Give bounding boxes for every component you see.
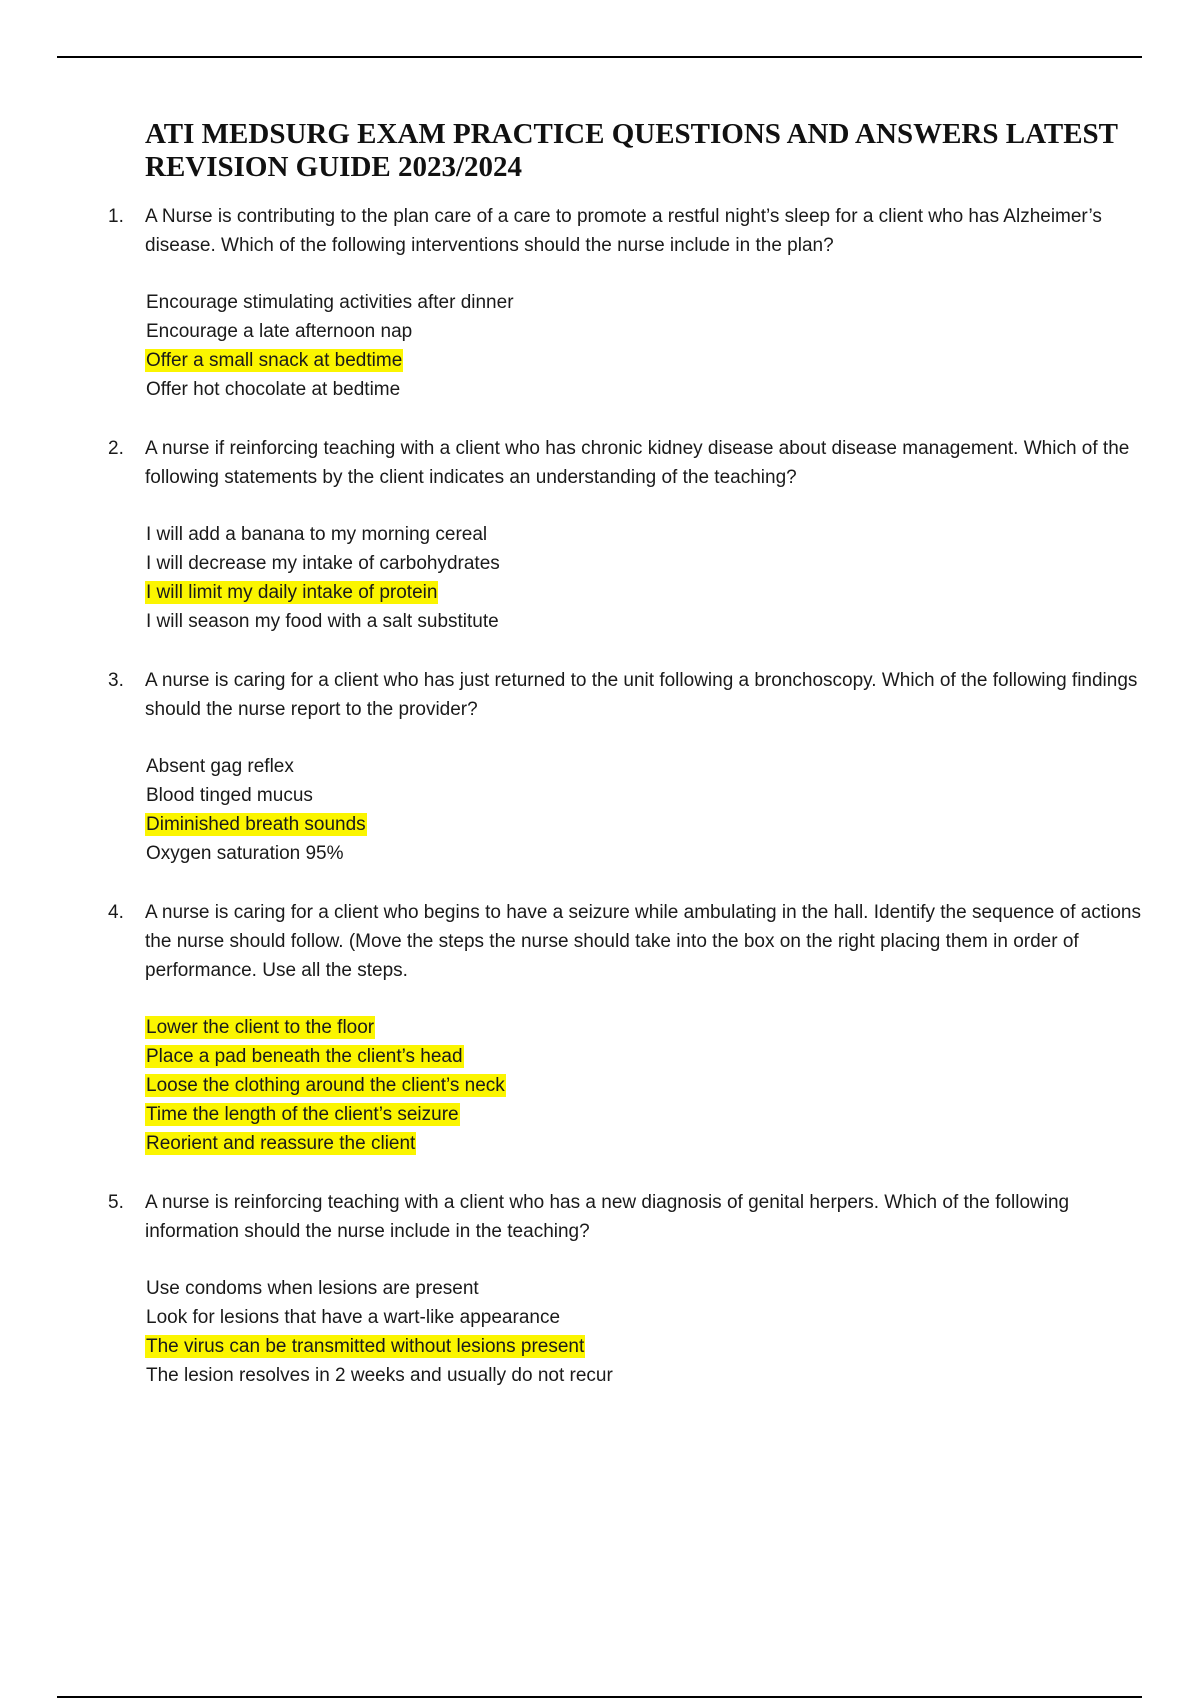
question-number: 4. (108, 902, 124, 923)
question-number: 3. (108, 670, 124, 691)
question-text: A Nurse is contributing to the plan care of a care to promote a restful night’s sleep for a client who has Alzheimer’s disease. Which of the following interventions should the nurse include in the plan? (145, 206, 1102, 256)
question-list (108, 202, 1145, 1390)
answer-option (145, 1274, 1145, 1303)
question (108, 898, 1145, 1158)
answer-option-correct (145, 810, 1145, 839)
answer-option (145, 549, 1145, 578)
answer-option-correct (145, 346, 1145, 375)
answer-option (145, 752, 1145, 781)
answer-option-text: Reorient and reassure the client (146, 1133, 416, 1154)
question (108, 434, 1145, 636)
question (108, 1188, 1145, 1390)
answer-option-text: Place a pad beneath the client’s head (146, 1046, 463, 1067)
answer-option-text: Encourage a late afternoon nap (146, 321, 413, 342)
answer-option-text: Blood tinged mucus (146, 785, 313, 806)
answer-option-text: I will decrease my intake of carbohydrates (146, 553, 500, 574)
question-text: A nurse is caring for a client who begins to have a seizure while ambulating in the hall. Identify the sequence of actions the nurse should follow. (Move the steps the nurse should take into the box on the right placing them in order of performance. Use all the steps. (145, 902, 1141, 981)
answer-option (145, 288, 1145, 317)
question-text: A nurse is caring for a client who has just returned to the unit following a bronchoscopy. Which of the following findings should the nurse report to the provider? (145, 670, 1138, 720)
bottom-rule (57, 1696, 1142, 1698)
answer-option-text: The virus can be transmitted without lesions present (146, 1336, 585, 1357)
answer-option-text: Loose the clothing around the client’s neck (146, 1075, 505, 1096)
document-title: ATI MEDSURG EXAM PRACTICE QUESTIONS AND ANSWERS LATEST REVISION GUIDE 2023/2024 (145, 118, 1118, 183)
question-number: 5. (108, 1192, 124, 1213)
answer-option-text: I will limit my daily intake of protein (146, 582, 438, 603)
answer-option-correct (145, 578, 1145, 607)
answer-option-text: Offer hot chocolate at bedtime (146, 379, 401, 400)
answer-option (145, 1361, 1145, 1390)
answer-option-text: Use condoms when lesions are present (146, 1278, 479, 1299)
top-rule (57, 56, 1142, 58)
answer-option-text: Diminished breath sounds (146, 814, 366, 835)
answer-option-text: Absent gag reflex (146, 756, 294, 777)
answer-option-text: Lower the client to the floor (146, 1017, 375, 1038)
question-text: A nurse if reinforcing teaching with a client who has chronic kidney disease about disease management. Which of the following statements by the client indicates an understanding of the teaching? (145, 438, 1130, 488)
answer-options (145, 520, 1145, 636)
answer-option (145, 839, 1145, 868)
answer-option-correct (145, 1071, 1145, 1100)
answer-option (145, 607, 1145, 636)
answer-option-correct (145, 1042, 1145, 1071)
answer-option-text: Look for lesions that have a wart-like appearance (146, 1307, 561, 1328)
answer-option-text: Offer a small snack at bedtime (146, 350, 403, 371)
answer-option-text: Oxygen saturation 95% (146, 843, 344, 864)
answer-option-text: I will season my food with a salt substitute (146, 611, 499, 632)
answer-options (145, 288, 1145, 404)
question-number: 1. (108, 206, 124, 227)
answer-option-correct (145, 1129, 1145, 1158)
answer-option-text: Encourage stimulating activities after dinner (146, 292, 514, 313)
question-text: A nurse is reinforcing teaching with a client who has a new diagnosis of genital herpers. Which of the following information should the nurse include in the teaching? (145, 1192, 1070, 1242)
answer-option-correct (145, 1332, 1145, 1361)
answer-option-text: Time the length of the client’s seizure (146, 1104, 459, 1125)
question (108, 666, 1145, 868)
document-body (108, 118, 1145, 1420)
answer-options (145, 752, 1145, 868)
answer-option (145, 1303, 1145, 1332)
answer-option-correct (145, 1100, 1145, 1129)
answer-option (145, 317, 1145, 346)
answer-option (145, 520, 1145, 549)
question (108, 202, 1145, 404)
answer-options (145, 1013, 1145, 1158)
answer-option-text: I will add a banana to my morning cereal (146, 524, 488, 545)
answer-options (145, 1274, 1145, 1390)
answer-option (145, 781, 1145, 810)
answer-option-correct (145, 1013, 1145, 1042)
answer-option (145, 375, 1145, 404)
question-number: 2. (108, 438, 124, 459)
answer-option-text: The lesion resolves in 2 weeks and usually do not recur (146, 1365, 613, 1386)
